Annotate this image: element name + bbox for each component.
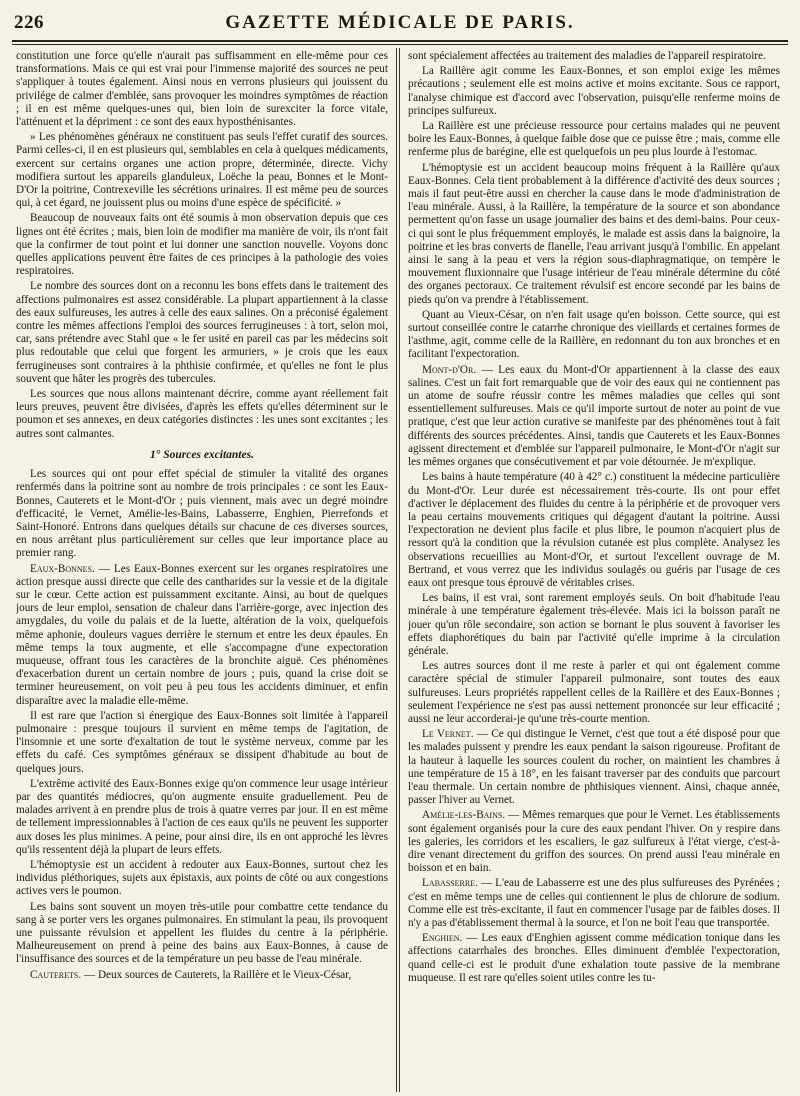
paragraph: [16, 969, 388, 982]
page-header: [12, 10, 788, 36]
paragraph: Quant au Vieux-César, on n'en fait usage qu'en boisson. Cette source, qui est surtout conseillée contre le catarrhe chronique des vieillards et certaines formes de l'asthme, agit, comme celle de la Raillère, en redonnant du ton aux bronches et en facilitant l'expectoration.: [408, 308, 780, 361]
paragraph: Les bains sont souvent un moyen très-utile pour combattre cette tendance du sang à se porter vers les organes pulmonaires. En stimulant la peau, ils provoquent une puissante révulsion et appellent les fluides du centre à la périphérie. Malheureusement on prend à peine des bains aux Eaux-Bonnes, à cause de l'insuffisance des sources et de la température un peu basse de l'eau minérale.: [16, 900, 388, 966]
paragraph-text: — Deux sources de Cauterets, la Raillère et le Vieux-César,: [81, 968, 352, 981]
paragraph: [408, 932, 780, 985]
paragraph-label: Le Vernet.: [422, 728, 474, 741]
page-number: 226: [14, 12, 44, 33]
paragraph: » Les phénomènes généraux ne constituent pas seuls l'effet curatif des sources. Parmi celles-ci, il en est plusieurs qui, semblables en cela à quelques médicaments, exercent sur certains organes une action propre, déterminée, directe. Vichy modifiera surtout les appareils glanduleux, Loëche la peau, Bonnes et le Mont-D'Or la poitrine, Contrexeville les sécrétions urinaires. Il est même peu de sources qui, à cet égard, ne jouissent plus ou moins d'une espèce de spécificité. »: [16, 131, 388, 210]
paragraph: [408, 364, 780, 470]
paragraph-label: Amélie-les-Bains.: [422, 809, 506, 822]
paragraph: La Raillère agit comme les Eaux-Bonnes, et son emploi exige les mêmes précautions ; seulement elle est moins active et moins excitante. Sous ce rapport, l'analyse chimique est d'accord avec l'observation, puisqu'elle renferme moins de principes sulfureux.: [408, 65, 780, 117]
paragraph: [408, 877, 780, 930]
paragraph: L'hémoptysie est un accident beaucoup moins fréquent à la Raillère qu'aux Eaux-Bonnes. Cela tient probablement à la différence d'activité des deux sources ; mais il faut peut-être aussi en chercher la cause dans le mode d'administration de l'eau minérale. Aussi, à la Raillère, la température de la source et son abondance permettent qu'on fasse un usage journalier des bains et des demi-bains. Pour ceux-ci qui sont le plus fréquemment employés, le malade est assis dans la baignoire, la poitrine et les bras converts de flanelle, l'eau arrivant jusqu'à l'ombilic. En appelant ainsi le sang à la peau et vers la région sous-diaphragmatique, on tempère le mouvement fluxionnaire que l'usage intérieur de l'eau minérale détermine du côté des organes pectoraux. Ce traitement révulsif est encore secondé par les bains de pieds qu'on va prendre à l'établissement.: [408, 161, 780, 306]
paragraph-label: Labasserre.: [422, 877, 478, 890]
paragraph: Beaucoup de nouveaux faits ont été soumis à mon observation depuis que ces lignes ont été écrites ; mais, bien loin de modifier ma manière de voir, ils n'ont fait que la confirmer de tout point et lui donner une sanction nouvelle. Voyons donc quelles applications peuvent être faites de ces principes à la pathologie des voies respiratoires.: [16, 212, 388, 278]
column-rule: [396, 48, 400, 1092]
paragraph: [16, 563, 388, 708]
paragraph-label: Eaux-Bonnes.: [30, 562, 95, 575]
paragraph-text: — Les Eaux-Bonnes exercent sur les organes respiratoires une action presque aussi directe que celle des cantharides sur la vessie et de la digitale sur le cœur. Cette action est puissamment excitante. Ainsi, au bout de quelques jours de leur emploi, sensation de chaleur dans l'arrière-gorge, avec injection des amygdales, du voile du palais et de la luette, altération de la voix, quelquefois même aphonie, douleurs vagues derrière le sternum et entre les deux épaules. En même temps la toux augmente, et elle s'accompagne d'une expectoration muqueuse, offrant tous les caractères de la bronchite aiguë. Ces phénomènes d'exacerbation durent un certain nombre de jours ; puis, quand la crise doit se terminer heureusement, on voit peu à peu tous les accidents diminuer, et enfin disparaître avec la maladie elle-même.: [16, 562, 388, 707]
paragraph-text: — Les eaux du Mont-d'Or appartiennent à la classe des eaux salines. C'est un fait fort remarquable que de voir des eaux qui ne contiennent pas un atome de soufre réussir contre les mêmes maladies que celles qui sont essentiellement sulfureuses. Mais ce qu'il importe surtout de noter au point de vue pratique, c'est que leur action curative se manifeste par des phénomènes tout à fait différents des sources précédentes. Ainsi, tandis que Cauterets et les Eaux-Bonnes agissent directement et d'emblée sur l'appareil pulmonaire, le Mont-d'Or n'agit sur les mêmes organes que consécutivement et par voie détournée. Je m'explique.: [408, 363, 780, 469]
paragraph: Les sources qui ont pour effet spécial de stimuler la vitalité des organes renfermés dans la poitrine sont au nombre de trois principales : ce sont les Eaux-Bonnes, Cauterets et le Mont-d'Or ; puis viennent, mais avec un degré moindre d'efficacité, le Vernet, Amélie-les-Bains, Labasserre, Enghien, Pierrefonds et Saint-Honoré. Entrons dans quelques détails sur chacune de ces diverses sources, en nous arrêtant plus particulièrement sur celles que leur importance place au premier rang.: [16, 468, 388, 560]
paragraph: [408, 809, 780, 875]
section-heading: 1° Sources excitantes.: [150, 448, 254, 461]
paragraph: Les bains à haute température (40 à 42° c.) constituent la médecine particulière du Mont-d'Or. Leur durée est nécessairement très-courte. Ils ont pour effet d'activer le déplacement des fluides du centre à la périphérie et de provoquer vers la peau certains mouvements critiques qui dégagent d'autant la poitrine. Aussi l'expectoration ne devient plus facile et plus libre, le poumon n'acquiert plus de ressort qu'à la condition que la révulsion cutanée est plus complète. Analysez les observations recueillies au Mont-d'Or, et surtout l'excellent ouvrage de M. Bertrand, et vous verrez que les individus soulagés ou guéris par l'usage de ces eaux ont presque tous éprouvé de véritables crises.: [408, 471, 780, 589]
paragraph-text: — Les eaux d'Enghien agissent comme médication tonique dans les affections catarrhales des bronches. Elles diminuent d'emblée l'expectoration, quand celle-ci est le produit d'une exhalation toute passive de la membrane muqueuse. Il est rare qu'elles soient utiles contre les tu-: [408, 932, 780, 984]
paragraph: La Raillère est une précieuse ressource pour certains malades qui ne peuvent boire les Eaux-Bonnes, à quelque faible dose que ce puisse être ; mais, comme elle renferme plus de barégine, elle est quelquefois un peu plus lourde à l'estomac.: [408, 120, 780, 159]
paragraph-label: Cauterets.: [30, 968, 82, 981]
paragraph: constitution une force qu'elle n'aurait pas suffisamment en elle-même pour ces transformations. Mais ce qui est vrai pour l'immense majorité des sources ne peut s'appliquer à toutes également. Ainsi nous en verrons plusieurs qui jouissent du privilége de calmer d'emblée, sans provoquer les moindres symptômes de réaction ; il en est même quelques-unes qui, bien loin de surexciter la force vitale, l'atténuent et la dépriment : ce sont des eaux hyposthénisantes.: [16, 50, 388, 129]
paragraph: sont spécialement affectées au traitement des maladies de l'appareil respiratoire.: [408, 50, 766, 62]
right-column: [408, 50, 780, 1090]
paragraph-text: — Ce qui distingue le Vernet, c'est que tout a été disposé pour que les malades puissent y prendre les eaux pendant la saison rigoureuse. Profitant de la hauteur à laquelle les sources coulent du rocher, on maintient les chambres à une température de 15 à 18°, en les faisant traverser par des conduits que parcourt l'eau thermale. Un certain nombre de phthisiques viennent. Ainsi, chaque année, passer l'hiver au Vernet.: [408, 728, 780, 807]
paragraph: Il est rare que l'action si énergique des Eaux-Bonnes soit limitée à l'appareil pulmonaire : presque toujours il survient en même temps de l'agitation, de l'insomnie et une sorte d'exaltation de tout le système nerveux, comme par les effets du café. Ces symptômes généraux se dissipent d'habitude au bout de quelques jours.: [16, 709, 388, 775]
paragraph: [408, 728, 780, 807]
header-rule: [12, 40, 788, 45]
journal-title: GAZETTE MÉDICALE DE PARIS.: [225, 12, 575, 33]
paragraph: L'hémoptysie est un accident à redouter aux Eaux-Bonnes, surtout chez les individus pléthoriques, sujets aux épistaxis, aux points de côté ou aux congestions actives vers le poumon.: [16, 858, 388, 898]
paragraph-text: — Mêmes remarques que pour le Vernet. Les établissements sont également organisés pour la cure des eaux pendant l'hiver. On y respire dans les galeries, les corridors et les escaliers, le gaz sulfureux à l'état vierge, c'est-à-dire venant directement du griffon des sources. On prend aussi l'eau minérale en boisson et en bain.: [408, 809, 780, 875]
paragraph: L'extrême activité des Eaux-Bonnes exige qu'on commence leur usage intérieur par des quantités médiocres, qu'on augmente ensuite graduellement. Peu de malades arrivent à en prendre plus de trois à quatre verres par jour. Il en est même de tellement impressionnables à l'action de ces eaux qu'ils ne peuvent les supporter aux doses les plus minimes. A peine, pour ainsi dire, ils en ont approché les lèvres qu'ils ressentent déjà la plupart de leurs effets.: [16, 777, 388, 856]
paragraph: Les autres sources dont il me reste à parler et qui ont également comme caractère spécial de stimuler l'appareil pulmonaire, sont toutes des eaux sulfureuses. Leurs propriétés rappellent celles de la Raillère et des Eaux-Bonnes ; seulement l'expérience ne s'est pas aussi nettement prononcée sur leur efficacité ; aussi ne leur accorderai-je qu'une très-courte mention.: [408, 660, 780, 725]
left-column: [16, 50, 388, 1090]
paragraph-label: Enghien.: [422, 932, 463, 945]
paragraph-text: — L'eau de Labasserre est une des plus sulfureuses des Pyrénées ; c'est en même temps une de celles qui contiennent le plus de chlorure de sodium. Comme elle est très-excitante, il faut en commencer l'usage par de faibles doses. Il n'y a pas d'établissement thermal à la source, et l'on ne boit l'eau que transportée.: [408, 877, 780, 929]
paragraph: Les bains, il est vrai, sont rarement employés seuls. On boit d'habitude l'eau minérale à une température également très-élevée. Mais ici la boisson paraît ne jouer qu'un rôle secondaire, son action se bornant le plus souvent à favoriser les effets diaphorétiques du bain par l'activité qu'elle imprime à la circulation générale.: [408, 592, 780, 657]
paragraph: Les sources que nous allons maintenant décrire, comme ayant réellement fait leurs preuves, peuvent être divisées, d'après les effets qu'elles déterminent sur le poumon et ses annexes, en deux catégories distinctes : les unes sont excitantes ; les autres sont calmantes.: [16, 388, 388, 440]
paragraph: Le nombre des sources dont on a reconnu les bons effets dans le traitement des affections pulmonaires est assez considérable. La plupart appartiennent à la classe des eaux sulfureuses, les autres à celle des eaux salines. On a préconisé également contre les mêmes affections l'emploi des sources ferrugineuses : à tort, selon moi, car, sans prétendre avec Stahl que « le fer usité en pareil cas par les médecins soit plus redoutable que celui que forgent les armuriers, » je crois que les eaux ferrugineuses sont contraires à la phthisie confirmée, et qu'elles ne font le plus souvent que hâter les progrès des tubercules.: [16, 280, 388, 385]
paragraph-label: Mont-d'Or.: [422, 363, 477, 376]
